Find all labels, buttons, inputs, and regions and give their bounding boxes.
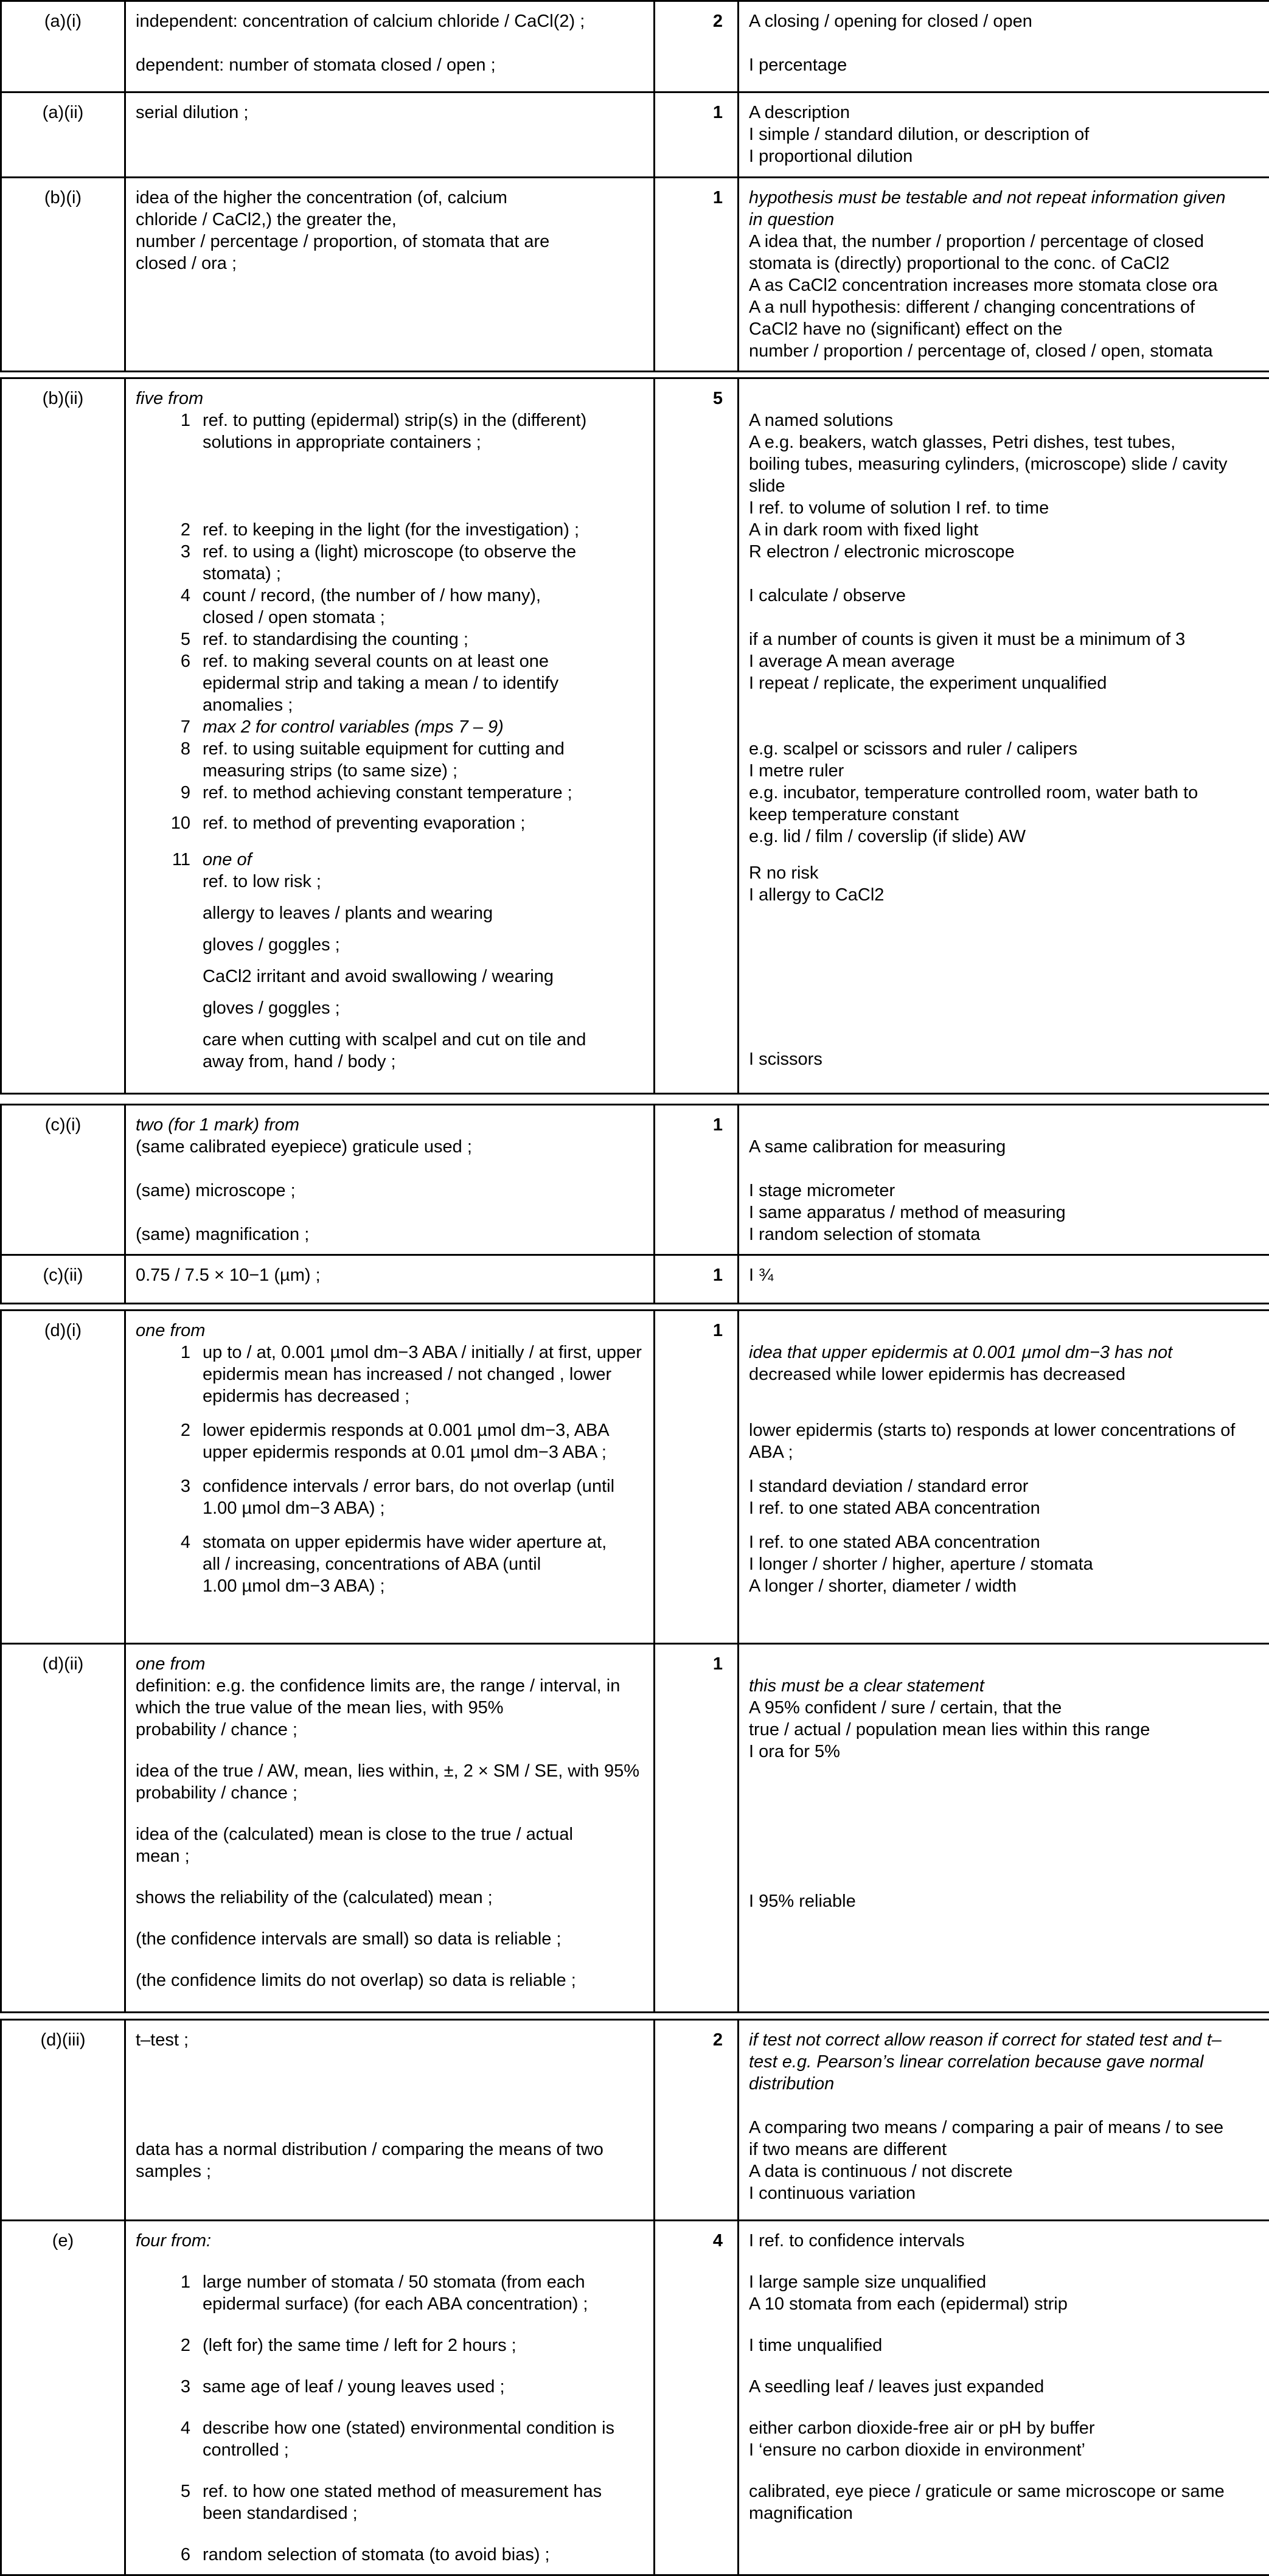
text-line: A comparing two means / comparing a pair of means / to see — [749, 2117, 1259, 2139]
text-line: ref. to keeping in the light (for the investigation) ; — [203, 519, 644, 541]
text-line: decreased while lower epidermis has decreased — [749, 1363, 1259, 1385]
text-line: describe how one (stated) environmental condition is — [203, 2417, 644, 2439]
text-line: keep temperature constant — [749, 804, 1259, 826]
text-line: true / actual / population mean lies within this range — [749, 1719, 1259, 1741]
text-line: boiling tubes, measuring cylinders, (microscope) slide / cavity — [749, 453, 1259, 475]
text-line: one from — [136, 1320, 644, 1342]
text-line: measuring strips (to same size) ; — [203, 760, 644, 782]
table-row — [1, 1105, 1269, 1255]
text-line: 1.00 µmol dm−3 ABA) ; — [203, 1575, 644, 1597]
text-line: A same calibration for measuring — [749, 1136, 1259, 1158]
text-line: A longer / shorter, diameter / width — [749, 1575, 1259, 1597]
guidance-line: A idea that, the number / proportion / percentage of closed — [749, 231, 1259, 252]
text-line: distribution — [749, 2073, 1259, 2095]
item-number: 3 — [136, 2376, 203, 2398]
guidance-line: hypothesis must be testable and not repeat information given — [749, 187, 1259, 209]
text-line: probability / chance ; — [136, 1719, 644, 1741]
text-line: ref. to using suitable equipment for cutting and — [203, 738, 644, 760]
text-line: e.g. lid / film / coverslip (if slide) AW — [749, 826, 1259, 848]
text-line: all / increasing, concentrations of ABA (until — [203, 1553, 644, 1575]
answer-line: dependent: number of stomata closed / open ; — [136, 54, 644, 76]
text-line: if test not correct allow reason if correct for stated test and t– — [749, 2029, 1259, 2051]
guidance-line: A description — [749, 102, 1259, 124]
list-item — [136, 1342, 644, 1407]
text-line: I scissors — [749, 1048, 1259, 1070]
text-line: 7 — [136, 716, 203, 738]
text-line: idea of the true / AW, mean, lies within, ±, 2 × SM / SE, with 95% — [136, 1760, 644, 1782]
guidance-line: I simple / standard dilution, or description of — [749, 124, 1259, 145]
text-line: R electron / electronic microscope — [749, 541, 1259, 563]
text-line: ref. to putting (epidermal) strip(s) in the (different) — [203, 409, 644, 431]
text-line: lower epidermis (starts to) responds at lower concentrations of — [749, 1419, 1259, 1441]
text-line: A in dark room with fixed light — [749, 519, 1259, 541]
text-line: slide — [749, 475, 1259, 497]
question-number: (e) — [1, 2221, 125, 2575]
text-line: 8 — [136, 738, 203, 782]
text-line: 9 — [136, 782, 203, 804]
list-item — [136, 1475, 644, 1519]
list-item — [136, 1419, 644, 1463]
text-line: same age of leaf / young leaves used ; — [203, 2376, 644, 2398]
text-line: A data is continuous / not discrete — [749, 2160, 1259, 2182]
answer-cell — [125, 1644, 655, 2013]
mark-value: 1 — [655, 92, 739, 178]
text-line: (the confidence limits do not overlap) so data is reliable ; — [136, 1969, 644, 1991]
list-item — [136, 2544, 644, 2566]
text-line: 5 — [136, 628, 203, 650]
mark-value: 2 — [655, 1, 739, 92]
mark-value: 1 — [655, 1311, 739, 1644]
text-line: 10 — [136, 812, 203, 834]
text-line: epidermal surface) (for each ABA concentration) ; — [203, 2293, 644, 2315]
text-line: I ref. to one stated ABA concentration — [749, 1531, 1259, 1553]
list-item — [136, 812, 644, 834]
text-line: (same) magnification ; — [136, 1224, 644, 1245]
list-item — [136, 628, 644, 650]
text-line: I ref. to volume of solution I ref. to time — [749, 497, 1259, 519]
list-item — [136, 782, 644, 804]
text-line: 1.00 µmol dm−3 ABA) ; — [203, 1497, 644, 1519]
guidance-cell — [739, 1, 1269, 92]
mark-scheme-table-1 — [0, 0, 1269, 372]
text-line: lower epidermis responds at 0.001 µmol dm−3, ABA — [203, 1419, 644, 1441]
text-line: one of — [203, 849, 644, 871]
table-row — [1, 92, 1269, 178]
text-line: I average A mean average — [749, 650, 1259, 672]
text-line: controlled ; — [203, 2439, 644, 2461]
text-line: gloves / goggles ; — [203, 997, 644, 1019]
answer-cell — [125, 1105, 655, 1255]
table-row — [1, 1644, 1269, 2013]
text-line: I 95% reliable — [749, 1890, 1259, 1912]
text-line: anomalies ; — [203, 694, 644, 716]
answer-cell — [125, 1311, 655, 1644]
text-line: solutions in appropriate containers ; — [203, 431, 644, 453]
guidance-cell — [739, 378, 1269, 1094]
text-line: 1 — [136, 409, 203, 453]
text-line: I standard deviation / standard error — [749, 1475, 1259, 1497]
list-item — [136, 409, 644, 453]
item-number: 2 — [136, 1419, 203, 1463]
table-row — [1, 2020, 1269, 2221]
text-line: epidermis has decreased ; — [203, 1385, 644, 1407]
table-row — [1, 378, 1269, 1094]
table-row — [1, 2221, 1269, 2575]
text-line: stomata on upper epidermis have wider aperture at, — [203, 1531, 644, 1553]
text-line: ref. to method achieving constant temperature ; — [203, 782, 644, 804]
list-item — [136, 716, 644, 738]
text-line: ABA ; — [749, 1441, 1259, 1463]
list-item — [136, 2480, 644, 2524]
list-item — [136, 2376, 644, 2398]
text-line: I ref. to one stated ABA concentration — [749, 1497, 1259, 1519]
text-line: 3 — [136, 541, 203, 585]
mark-scheme-table-3 — [0, 1104, 1269, 1304]
text-line: I allergy to CaCl2 — [749, 884, 1259, 906]
text-line: large number of stomata / 50 stomata (from each — [203, 2271, 644, 2293]
text-line: random selection of stomata (to avoid bias) ; — [203, 2544, 644, 2566]
guidance-cell — [739, 2020, 1269, 2221]
text-line: four from: — [136, 2230, 644, 2252]
list-item — [136, 650, 644, 716]
text-line: 4 — [136, 585, 203, 628]
text-line: allergy to leaves / plants and wearing — [203, 902, 644, 924]
text-line: calibrated, eye piece / graticule or same microscope or same — [749, 2480, 1259, 2502]
mark-scheme-table-2 — [0, 377, 1269, 1095]
text-line: A named solutions — [749, 409, 1259, 431]
text-line: I longer / shorter / higher, aperture / stomata — [749, 1553, 1259, 1575]
text-line: ref. to making several counts on at least one — [203, 650, 644, 672]
question-number: (d)(iii) — [1, 2020, 125, 2221]
answer-line: idea of the higher the concentration (of, calcium — [136, 187, 644, 209]
guidance-line: stomata is (directly) proportional to the conc. of CaCl2 — [749, 252, 1259, 274]
text-line: I repeat / replicate, the experiment unqualified — [749, 672, 1259, 694]
question-number: (a)(i) — [1, 1, 125, 92]
risk-option — [136, 902, 644, 1073]
text-line: two (for 1 mark) from — [136, 1114, 644, 1136]
item-number: 2 — [136, 2334, 203, 2356]
guidance-line: in question — [749, 209, 1259, 231]
mark-scheme-table-5 — [0, 2019, 1269, 2576]
text-line: ref. to method of preventing evaporation ; — [203, 812, 644, 834]
text-line: A seedling leaf / leaves just expanded — [749, 2376, 1259, 2398]
text-line: if two means are different — [749, 2139, 1259, 2160]
answer-header: five from — [136, 388, 644, 409]
guidance-line: A as CaCl2 concentration increases more stomata close ora — [749, 274, 1259, 296]
guidance-cell — [739, 178, 1269, 372]
item-number: 6 — [136, 2544, 203, 2566]
answer-line: closed / ora ; — [136, 252, 644, 274]
question-number: (c)(i) — [1, 1105, 125, 1255]
text-line: epidermis mean has increased / not changed , lower — [203, 1363, 644, 1385]
text-line: t–test ; — [136, 2029, 644, 2051]
text-line: I ref. to confidence intervals — [749, 2230, 1259, 2252]
text-line: (left for) the same time / left for 2 hours ; — [203, 2334, 644, 2356]
text-line: upper epidermis responds at 0.01 µmol dm−3 ABA ; — [203, 1441, 644, 1463]
text-line: test e.g. Pearson’s linear correlation because gave normal — [749, 2051, 1259, 2073]
table-row — [1, 178, 1269, 372]
answer-line: chloride / CaCl2,) the greater the, — [136, 209, 644, 231]
guidance-cell — [739, 1644, 1269, 2013]
text-line: (the confidence intervals are small) so data is reliable ; — [136, 1928, 644, 1950]
text-line: which the true value of the mean lies, with 95% — [136, 1697, 644, 1719]
answer-cell: 0.75 / 7.5 × 10−1 (µm) ; — [125, 1255, 655, 1304]
text-line: I random selection of stomata — [749, 1224, 1259, 1245]
list-item — [136, 585, 644, 628]
text-line: ref. to standardising the counting ; — [203, 628, 644, 650]
list-item — [136, 1531, 644, 1597]
text-line: I time unqualified — [749, 2334, 1259, 2356]
text-line: if a number of counts is given it must be a minimum of 3 — [749, 628, 1259, 650]
guidance-cell — [739, 1105, 1269, 1255]
text-line: away from, hand / body ; — [203, 1051, 644, 1073]
text-line: e.g. incubator, temperature controlled room, water bath to — [749, 782, 1259, 804]
text-line: ref. to low risk ; — [203, 871, 644, 893]
text-line: e.g. scalpel or scissors and ruler / calipers — [749, 738, 1259, 760]
text-line: A e.g. beakers, watch glasses, Petri dishes, test tubes, — [749, 431, 1259, 453]
list-item — [136, 541, 644, 585]
text-line: I large sample size unqualified — [749, 2271, 1259, 2293]
mark-scheme-table-4 — [0, 1309, 1269, 2013]
guidance-line: CaCl2 have no (significant) effect on the — [749, 318, 1259, 340]
mark-value: 1 — [655, 1644, 739, 2013]
text-line: I stage micrometer — [749, 1180, 1259, 1202]
text-line: count / record, (the number of / how many), — [203, 585, 644, 607]
text-line: shows the reliability of the (calculated) mean ; — [136, 1887, 644, 1909]
answer-line: independent: concentration of calcium chloride / CaCl(2) ; — [136, 10, 644, 32]
guidance-line: A a null hypothesis: different / changing concentrations of — [749, 296, 1259, 318]
text-line: CaCl2 irritant and avoid swallowing / wearing — [203, 966, 644, 987]
item-number: 5 — [136, 2480, 203, 2524]
guidance-line: number / proportion / percentage of, closed / open, stomata — [749, 340, 1259, 362]
text-line: care when cutting with scalpel and cut on tile and — [203, 1029, 644, 1051]
list-item — [136, 849, 644, 893]
item-number: 3 — [136, 1475, 203, 1519]
mark-value: 2 — [655, 2020, 739, 2221]
text-line: 6 — [136, 650, 203, 716]
text-line: been standardised ; — [203, 2502, 644, 2524]
text-line: closed / open stomata ; — [203, 607, 644, 628]
text-line: max 2 for control variables (mps 7 – 9) — [203, 716, 644, 738]
question-number: (b)(i) — [1, 178, 125, 372]
item-number: 4 — [136, 2417, 203, 2461]
question-number: (c)(ii) — [1, 1255, 125, 1304]
text-line: I calculate / observe — [749, 585, 1259, 607]
list-item — [136, 2271, 644, 2315]
answer-cell — [125, 92, 655, 178]
guidance-cell — [739, 92, 1269, 178]
answer-line: serial dilution ; — [136, 102, 644, 124]
text-line: A 10 stomata from each (epidermal) strip — [749, 2293, 1259, 2315]
question-number: (d)(i) — [1, 1311, 125, 1644]
mark-value: 1 — [655, 1105, 739, 1255]
text-line: R no risk — [749, 862, 1259, 884]
table-row — [1, 1, 1269, 92]
guidance-cell — [739, 2221, 1269, 2575]
item-number: 1 — [136, 2271, 203, 2315]
text-line: epidermal strip and taking a mean / to identify — [203, 672, 644, 694]
mark-value: 5 — [655, 378, 739, 1094]
text-line: I continuous variation — [749, 2182, 1259, 2204]
text-line: 2 — [136, 519, 203, 541]
text-line: gloves / goggles ; — [203, 934, 644, 956]
mark-value: 1 — [655, 178, 739, 372]
answer-cell — [125, 1, 655, 92]
text-line: I same apparatus / method of measuring — [749, 1202, 1259, 1224]
text-line: stomata) ; — [203, 563, 644, 585]
question-number: (a)(ii) — [1, 92, 125, 178]
text-line: ref. to how one stated method of measurement has — [203, 2480, 644, 2502]
guidance-line: I proportional dilution — [749, 145, 1259, 167]
text-line: idea that upper epidermis at 0.001 µmol dm−3 has not — [749, 1342, 1259, 1363]
answer-cell — [125, 378, 655, 1094]
mark-value: 1 — [655, 1255, 739, 1304]
text-line: samples ; — [136, 2160, 644, 2182]
question-number: (b)(ii) — [1, 378, 125, 1094]
mark-value: 4 — [655, 2221, 739, 2575]
answer-cell — [125, 2221, 655, 2575]
text-line: I metre ruler — [749, 760, 1259, 782]
text-line: (same) microscope ; — [136, 1180, 644, 1202]
text-line: probability / chance ; — [136, 1782, 644, 1804]
answer-line: number / percentage / proportion, of stomata that are — [136, 231, 644, 252]
table-row — [1, 1311, 1269, 1644]
guidance-line: A closing / opening for closed / open — [749, 10, 1259, 32]
text-line: up to / at, 0.001 µmol dm−3 ABA / initially / at first, upper — [203, 1342, 644, 1363]
text-line: either carbon dioxide-free air or pH by buffer — [749, 2417, 1259, 2439]
text-line: this must be a clear statement — [749, 1675, 1259, 1697]
text-line: ref. to using a (light) microscope (to observe the — [203, 541, 644, 563]
text-line: one from — [136, 1653, 644, 1675]
guidance-cell: I ¾ — [739, 1255, 1269, 1304]
item-number: 1 — [136, 1342, 203, 1407]
text-line: data has a normal distribution / comparing the means of two — [136, 2139, 644, 2160]
answer-cell — [125, 178, 655, 372]
list-item — [136, 2334, 644, 2356]
table-row — [1, 1255, 1269, 1304]
text-line: mean ; — [136, 1845, 644, 1867]
text-line: I ora for 5% — [749, 1741, 1259, 1763]
item-number: 4 — [136, 1531, 203, 1597]
text-line: definition: e.g. the confidence limits are, the range / interval, in — [136, 1675, 644, 1697]
text-line: 11 — [136, 849, 203, 893]
text-line: confidence intervals / error bars, do not overlap (until — [203, 1475, 644, 1497]
answer-cell — [125, 2020, 655, 2221]
text-line: A 95% confident / sure / certain, that the — [749, 1697, 1259, 1719]
guidance-line: I percentage — [749, 54, 1259, 76]
text-line: I ‘ensure no carbon dioxide in environment’ — [749, 2439, 1259, 2461]
text-line: (same calibrated eyepiece) graticule used ; — [136, 1136, 644, 1158]
text-line: idea of the (calculated) mean is close to the true / actual — [136, 1823, 644, 1845]
guidance-cell — [739, 1311, 1269, 1644]
list-item — [136, 738, 644, 782]
text-line: magnification — [749, 2502, 1259, 2524]
question-number: (d)(ii) — [1, 1644, 125, 2013]
list-item — [136, 2417, 644, 2461]
list-item — [136, 519, 644, 541]
